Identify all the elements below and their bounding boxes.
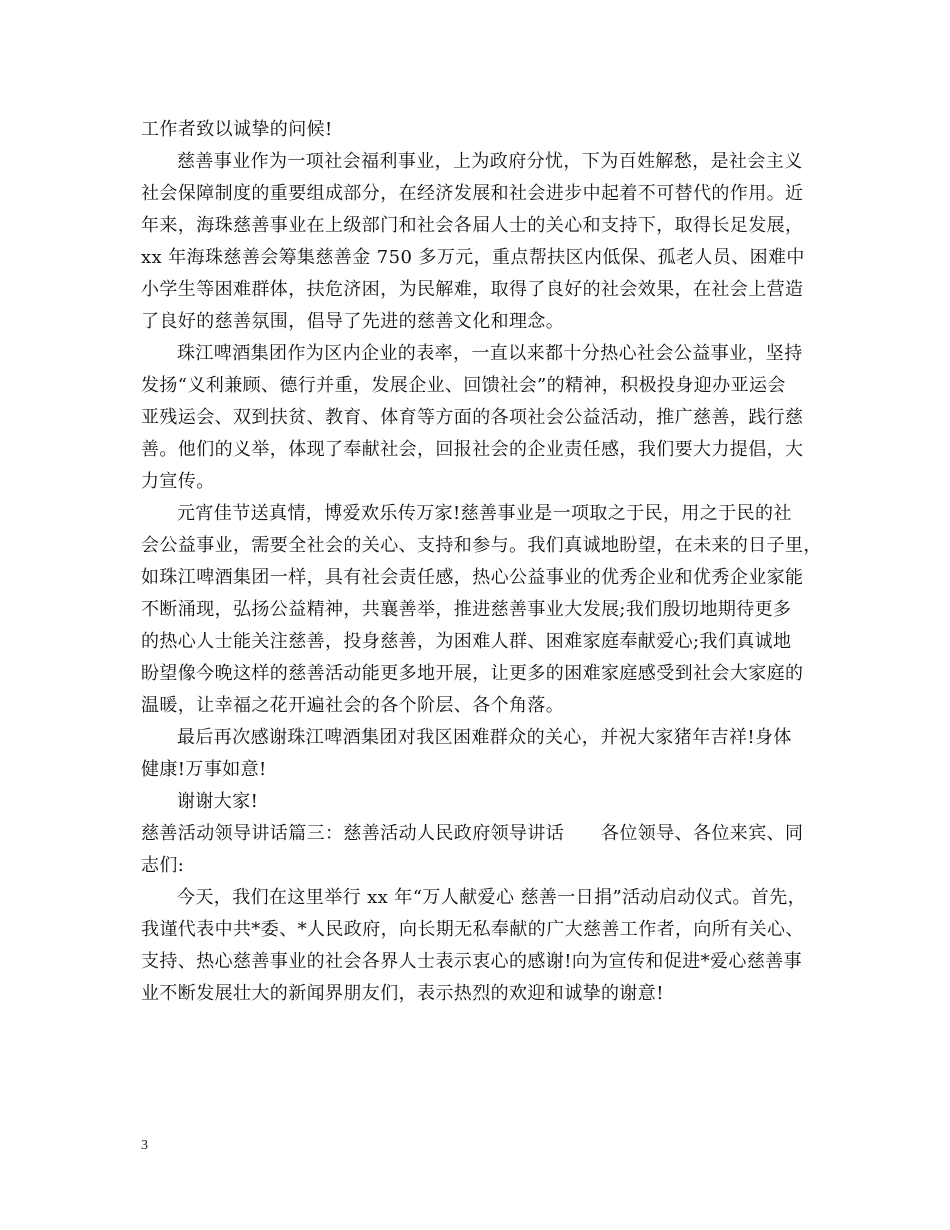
text-line: 亚残运会、双到扶贫、教育、体育等方面的各项社会公益活动，推广慈善，践行慈 xyxy=(141,407,804,428)
text-line: 业不断发展壮大的新闻界朋友们，表示热烈的欢迎和诚挚的谢意! xyxy=(141,983,664,1004)
text-line: 珠江啤酒集团作为区内企业的表率，一直以来都十分热心社会公益事业，坚持 xyxy=(177,343,803,364)
text-line: 了良好的慈善氛围，倡导了先进的慈善文化和理念。 xyxy=(141,311,565,332)
text-line: 温暖，让幸福之花开遍社会的各个阶层、各个角落。 xyxy=(141,695,565,716)
text-line: 如珠江啤酒集团一样，具有社会责任感，热心公益事业的优秀企业和优秀企业家能 xyxy=(141,567,804,588)
text-line: 最后再次感谢珠江啤酒集团对我区困难群众的关心，并祝大家猪年吉祥!身体 xyxy=(177,727,792,748)
text-line: 工作者致以诚挚的问候! xyxy=(141,119,333,140)
document-body xyxy=(141,114,821,1010)
text-line: 慈善事业作为一项社会福利事业，上为政府分忧，下为百姓解愁，是社会主义 xyxy=(177,151,803,172)
text-line: 我谨代表中共*委、*人民政府，向长期无私奉献的广大慈善工作者，向所有关心、 xyxy=(141,919,804,940)
text-line: 年来，海珠慈善事业在上级部门和社会各届人士的关心和支持下，取得长足发展， xyxy=(141,215,804,236)
text-line: 的热心人士能关注慈善，投身慈善，为困难人群、困难家庭奉献爱心;我们真诚地 xyxy=(141,631,792,652)
text-line: 支持、热心慈善事业的社会各界人士表示衷心的感谢!向为宣传和促进*爱心慈善事 xyxy=(141,951,803,972)
text-line: 发扬“义利兼顾、德行并重，发展企业、回馈社会”的精神，积极投身迎办亚运会 xyxy=(141,375,786,396)
text-line: 会公益事业，需要全社会的关心、支持和参与。我们真诚地盼望，在未来的日子里， xyxy=(141,535,822,556)
text-line: 不断涌现，弘扬公益精神，共襄善举，推进慈善事业大发展;我们殷切地期待更多 xyxy=(141,599,792,620)
text-line: xx 年海珠慈善会筹集慈善金 750 多万元，重点帮扶区内低保、孤老人员、困难中 xyxy=(141,247,805,268)
text-line: 力宣传。 xyxy=(141,471,215,492)
text-line: 善。他们的义举，体现了奉献社会，回报社会的企业责任感，我们要大力提倡，大 xyxy=(141,439,804,460)
text-line: 盼望像今晚这样的慈善活动能更多地开展，让更多的困难家庭感受到社会大家庭的 xyxy=(141,663,804,684)
text-line: 志们: xyxy=(141,855,185,876)
page-number: 3 xyxy=(141,1138,148,1153)
text-line: 谢谢大家! xyxy=(177,791,259,812)
text-line: 小学生等困难群体，扶危济困，为民解难，取得了良好的社会效果，在社会上营造 xyxy=(141,279,804,300)
text-line: 社会保障制度的重要组成部分，在经济发展和社会进步中起着不可替代的作用。近 xyxy=(141,183,804,204)
text-line: 健康!万事如意! xyxy=(141,759,267,780)
text-line: 慈善活动领导讲话篇三：慈善活动人民政府领导讲话 各位领导、各位来宾、同 xyxy=(141,823,804,844)
text-line: 元宵佳节送真情，博爱欢乐传万家!慈善事业是一项取之于民，用之于民的社 xyxy=(177,503,792,524)
text-line: 今天，我们在这里举行 xx 年“万人献爱心 慈善一日捐”活动启动仪式。首先， xyxy=(177,887,807,908)
